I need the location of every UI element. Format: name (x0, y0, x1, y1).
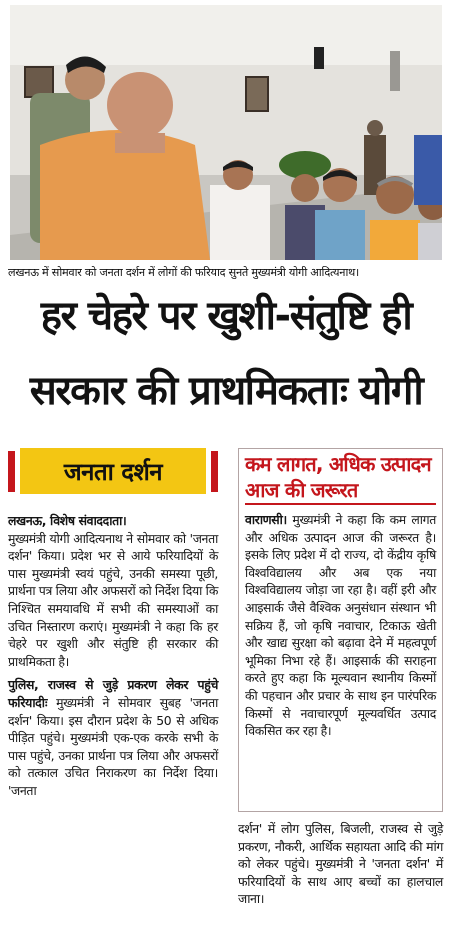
label-bar-left (8, 451, 15, 492)
headline-line-2: सरकार की प्राथमिकताः योगी (29, 368, 423, 414)
article-dateline: लखनऊ, विशेष संवाददाता। (8, 513, 127, 528)
article-subhead: पुलिस, राजस्व से जुड़े प्रकरण लेकर पहुंचे फरियादीः (8, 677, 218, 710)
side-article (238, 448, 443, 908)
sidebar-text: मुख्यमंत्री ने कहा कि कम लागत और अधिक उत्पादन आज की जरूरत है। इसके लिए प्रदेश में दो राज्य, दो केंद्रीय कृषि विश्वविद्यालय और अब एक नया विश्वविद्यालय जोड़ा जा रहा है। वहीं इरी और आइसार्क जैसे वैश्विक अनुसंधान संस्थान भी सक्रिय हैं, जो कृषि नवाचार, टिकाऊ खेती और खाद्य सुरक्षा को बढ़ावा देने में महत्वपूर्ण भूमिका निभा रहे हैं। आइसार्क की सराहना करते हुए कहा कि मूल्यवान स्थानीय किस्मों की पहचान और प्रचार के साथ इन पारंपरिक किस्मों से नवाचारपूर्ण मूल्यवर्धित उत्पाद विकसित कर रहा है। (245, 512, 436, 739)
section-label (8, 448, 218, 494)
headline-line-1: हर चेहरे पर खुशी-संतुष्टि ही (40, 293, 412, 339)
article-continuation: दर्शन' में लोग पुलिस, बिजली, राजस्व से जुड़े प्रकरण, नौकरी, आर्थिक सहायता आदि की मांग को लेकर पहुंचे। मुख्यमंत्री ने 'जनता दर्शन' में फरियादियों के साथ आए बच्चों का हालचाल जाना। (238, 821, 443, 907)
main-article (8, 448, 218, 800)
sidebar-dateline: वाराणसी। (245, 512, 287, 527)
article-body (8, 512, 218, 800)
photo-scene (10, 5, 442, 260)
article-paragraph-2-text: मुख्यमंत्री ने सोमवार सुबह 'जनता दर्शन' किया। इस दौरान प्रदेश के 50 से अधिक पीड़ित पहुंचे। मुख्यमंत्री एक-एक करके सभी के पास पहुंचे, उनका प्रार्थना पत्र लिया और अफसरों को तत्काल उचित निराकरण का निर्देश दिया। 'जनता (8, 694, 218, 798)
sidebar-body (245, 511, 436, 740)
sidebar-box (238, 448, 443, 812)
photo-caption: लखनऊ में सोमवार को जनता दर्शन में लोगों की फरियाद सुनते मुख्यमंत्री योगी आदित्यनाथ। (8, 266, 360, 279)
label-bar-right (211, 451, 218, 492)
news-photo (10, 5, 442, 260)
section-label-text: जनता दर्शन (20, 448, 206, 494)
article-paragraph-2 (8, 676, 218, 799)
sidebar-title-wrap (245, 451, 436, 505)
sidebar-title: कम लागत, अधिक उत्पादन आज की जरूरत (245, 452, 431, 502)
article-paragraph-1: मुख्यमंत्री योगी आदित्यनाथ ने सोमवार को 'जनता दर्शन' किया। प्रदेश भर से आये फरियादियों के पास मुख्यमंत्री स्वयं पहुंचे, उनकी समस्या पूछी, प्रार्थना पत्र लिया और अफसरों को निर्देश दिया कि निश्चित समयावधि में सभी की समस्याओं का उचित निस्तारण कराएं। मुख्यमंत्री ने कहा कि हर चेहरे पर खुशी और संतुष्टि ही सरकार की प्राथमिकता है। (8, 530, 218, 669)
